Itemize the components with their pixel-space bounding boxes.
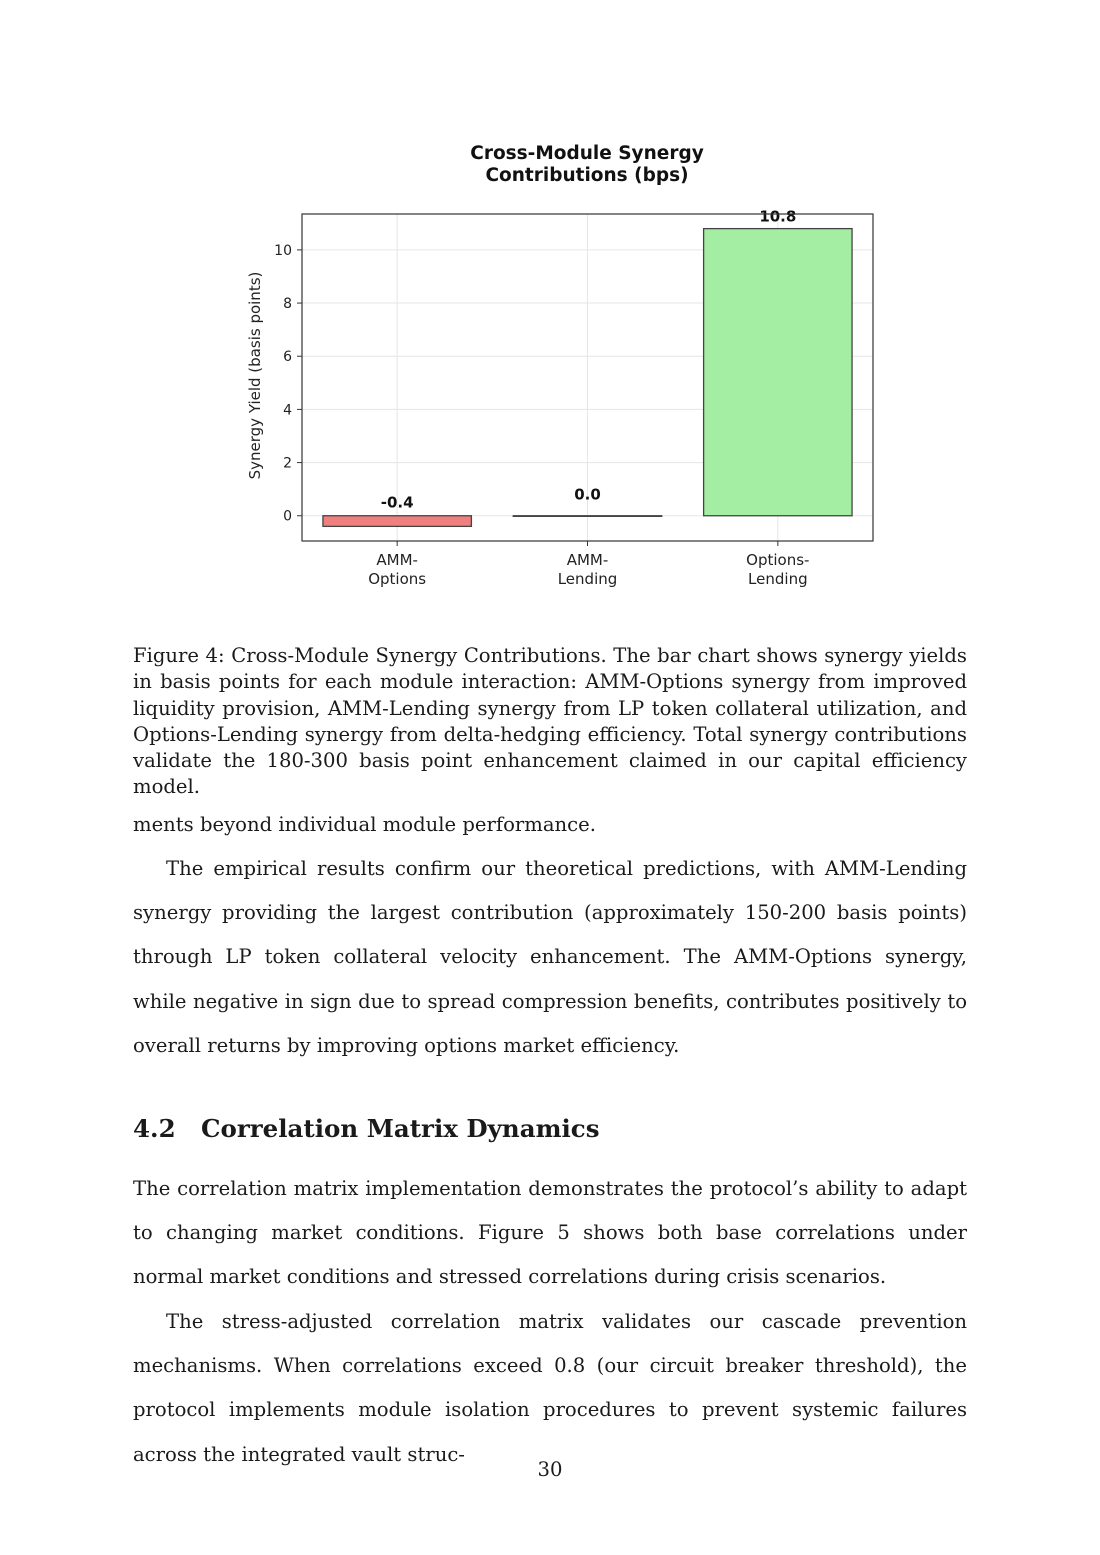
ytick-label-2: 4 xyxy=(283,402,292,419)
ytick-label-0: 0 xyxy=(283,508,292,525)
paragraph-correlation-matrix: The correlation matrix implementation demonstrates the protocol’s ability to adapt to changing market conditions. Figure 5 shows both base correlations under normal market conditions and stressed correlations during crisis scenarios. xyxy=(133,1177,967,1289)
value-label-1: 0.0 xyxy=(574,485,601,504)
y-axis-label: Synergy Yield (basis points) xyxy=(246,271,264,480)
section-heading xyxy=(133,1110,600,1148)
ytick-label-4: 8 xyxy=(283,296,292,313)
xtick-label-0: AMM-Options xyxy=(368,551,427,588)
bar-1 xyxy=(513,516,661,517)
ytick-label-3: 6 xyxy=(283,349,292,366)
chart-title-line-1: Cross-Module Synergy xyxy=(470,143,704,164)
value-label-0: -0.4 xyxy=(380,493,414,512)
ytick-label-1: 2 xyxy=(283,455,292,472)
bar-0 xyxy=(323,516,471,527)
synergy-bar-chart xyxy=(0,0,1100,600)
chart-title-line-2: Contributions (bps) xyxy=(485,165,689,186)
section-title: Correlation Matrix Dynamics xyxy=(201,1114,600,1143)
bar-2 xyxy=(704,229,852,516)
value-label-2: 10.8 xyxy=(759,207,797,226)
paragraph-continuation: ments beyond individual module performance. xyxy=(133,813,596,836)
page-number: 30 xyxy=(537,1458,563,1481)
paragraph-empirical-results: The empirical results confirm our theoretical predictions, with AMM-Lending synergy providing the largest contribution (approximately 150-200 basis points) through LP token collateral velocity enhancement. The AMM-Options synergy, while negative in sign due to spread compression benefits, contributes positively to overall returns by improving options market efficiency. xyxy=(133,857,967,1057)
xtick-label-1: AMM-Lending xyxy=(557,551,618,588)
section-number: 4.2 xyxy=(133,1114,176,1143)
paragraph-stress-adjusted: The stress-adjusted correlation matrix validates our cascade prevention mechanisms. When correlations exceed 0.8 (our circuit breaker threshold), the protocol implements module isolation procedures to prevent systemic failures across the integrated vault struc- xyxy=(133,1310,967,1466)
figure-caption: Figure 4: Cross-Module Synergy Contributions. The bar chart shows synergy yields in basis points for each module interaction: AMM-Options synergy from improved liquidity provision, AMM-Lending synergy from LP token collateral utilization, and Options-Lending synergy from delta-hedging efficiency. Total synergy contributions validate the 180-300 basis point enhancement claimed in our capital efficiency model. xyxy=(133,644,967,799)
xtick-label-2: Options-Lending xyxy=(746,551,810,588)
ytick-label-5: 10 xyxy=(274,242,292,259)
